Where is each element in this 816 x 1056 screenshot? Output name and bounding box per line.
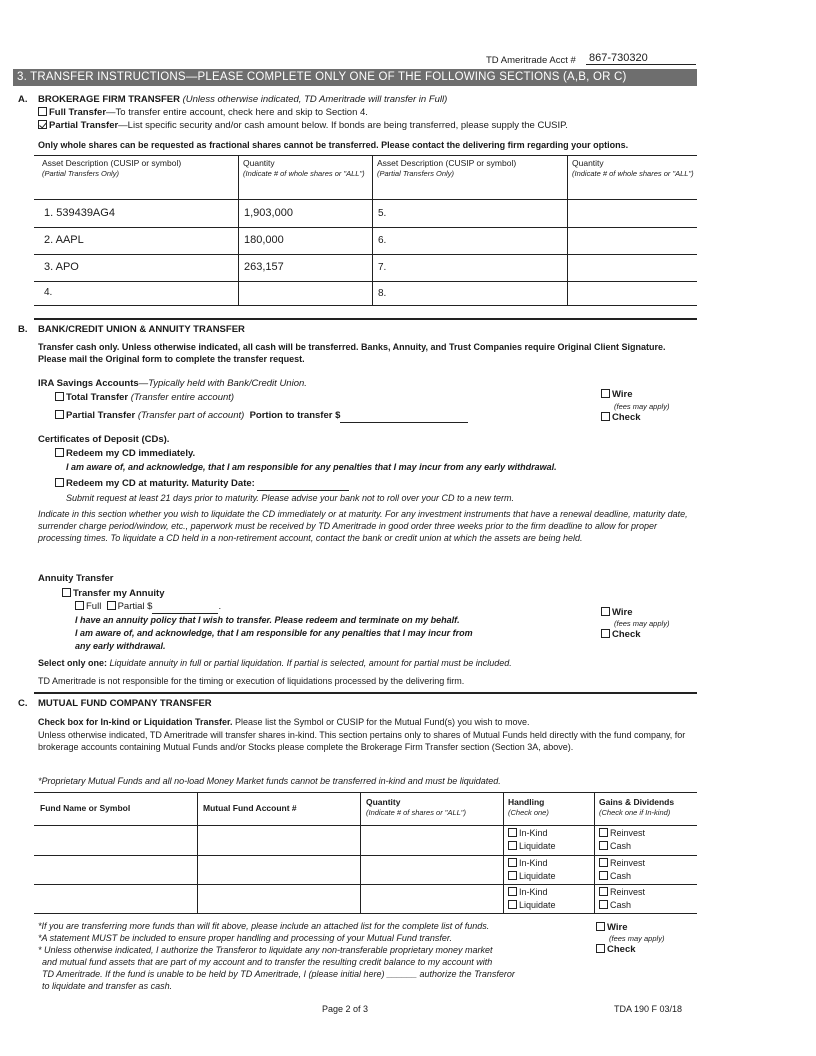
mf-foot-4: and mutual fund assets that are part of my account and to transfer the resulting credit balance to my account with bbox=[42, 957, 493, 967]
row2-liquidate[interactable]: Liquidate bbox=[508, 870, 556, 882]
cd-indicate-note: Indicate in this section whether you wish to liquidate the CD immediately or at maturity. For any investment instruments that have a renewal deadline, maturity date, surrender charge period/window, etc., paperwork must be received by TD Ameritrade in good order three weeks prior to the firm deadline to allow for proper processing times. To liquidate a CD held in a non-retirement account, contact the bank or credit union at which the assets are being held. bbox=[38, 509, 688, 543]
col-qty-right: Quantity (Indicate # of whole shares or "ALL") bbox=[572, 158, 694, 178]
row3-cash-checkbox[interactable] bbox=[599, 900, 608, 909]
mf-wire-option[interactable]: Wire bbox=[596, 922, 628, 934]
row1-liquidate[interactable]: Liquidate bbox=[508, 840, 556, 852]
row2-reinvest[interactable]: Reinvest bbox=[599, 857, 645, 869]
annuity-wire-checkbox[interactable] bbox=[601, 607, 610, 616]
row3-inkind-checkbox[interactable] bbox=[508, 887, 517, 896]
annuity-wire-option[interactable]: Wire bbox=[601, 607, 633, 619]
section-banner: 3. TRANSFER INSTRUCTIONS—PLEASE COMPLETE ONLY ONE OF THE FOLLOWING SECTIONS (A,B, OR C) bbox=[13, 69, 697, 86]
asset-row-2[interactable]: 2. AAPL bbox=[44, 234, 84, 246]
redeem-maturity-option[interactable]: Redeem my CD at maturity. Maturity Date: bbox=[55, 478, 349, 491]
row2-liquidate-checkbox[interactable] bbox=[508, 871, 517, 880]
qty-row-2[interactable]: 180,000 bbox=[244, 234, 284, 246]
ira-wire-checkbox[interactable] bbox=[601, 389, 610, 398]
full-transfer-checkbox[interactable] bbox=[38, 107, 47, 116]
row2-cash[interactable]: Cash bbox=[599, 870, 631, 882]
row1-liquidate-checkbox[interactable] bbox=[508, 841, 517, 850]
mf-check-checkbox[interactable] bbox=[596, 944, 605, 953]
mf-fees-note: (fees may apply) bbox=[609, 934, 665, 943]
asset-row-8[interactable]: 8. bbox=[378, 288, 387, 299]
cd-aware-note: I am aware of, and acknowledge, that I am responsible for any penalties that I may incur from any early withdrawal. bbox=[66, 462, 557, 472]
asset-row-5[interactable]: 5. bbox=[378, 208, 387, 219]
annuity-have-note: I have an annuity policy that I wish to transfer. Please redeem and terminate on my behalf. bbox=[75, 615, 460, 625]
maturity-date-input[interactable] bbox=[257, 478, 349, 491]
redeem-now-option[interactable]: Redeem my CD immediately. bbox=[55, 448, 195, 460]
annuity-label: Annuity Transfer bbox=[38, 573, 114, 584]
ira-check-option[interactable]: Check bbox=[601, 412, 641, 424]
asset-row-3[interactable]: 3. APO bbox=[44, 261, 79, 273]
col-gains: Gains & Dividends (Check one if In-kind) bbox=[599, 797, 675, 817]
mf-foot-3: * Unless otherwise indicated, I authorize the Transferor to liquidate any non-transferable proprietary money market bbox=[38, 945, 493, 955]
section-b-title: BANK/CREDIT UNION & ANNUITY TRANSFER bbox=[38, 324, 245, 335]
redeem-maturity-checkbox[interactable] bbox=[55, 478, 64, 487]
row2-inkind-checkbox[interactable] bbox=[508, 858, 517, 867]
mf-wire-checkbox[interactable] bbox=[596, 922, 605, 931]
section-a-title: BROKERAGE FIRM TRANSFER (Unless otherwise indicated, TD Ameritrade will transfer in Full) bbox=[38, 94, 448, 105]
row2-inkind[interactable]: In-Kind bbox=[508, 857, 548, 869]
section-c-title: MUTUAL FUND COMPANY TRANSFER bbox=[38, 698, 212, 709]
col-fund-name: Fund Name or Symbol bbox=[40, 803, 131, 813]
annuity-fees-note: (fees may apply) bbox=[614, 619, 670, 628]
proprietary-note: *Proprietary Mutual Funds and all no-load Money Market funds cannot be transferred in-kind and must be liquidated. bbox=[38, 776, 501, 786]
asset-row-7[interactable]: 7. bbox=[378, 262, 387, 273]
annuity-transfer-checkbox[interactable] bbox=[62, 588, 71, 597]
row3-reinvest-checkbox[interactable] bbox=[599, 887, 608, 896]
row1-cash-checkbox[interactable] bbox=[599, 841, 608, 850]
ira-wire-option[interactable]: Wire bbox=[601, 389, 633, 401]
ira-fees-note: (fees may apply) bbox=[614, 402, 670, 411]
row1-inkind-checkbox[interactable] bbox=[508, 828, 517, 837]
account-number-value[interactable]: 867-730320 bbox=[586, 52, 696, 65]
annuity-check-checkbox[interactable] bbox=[601, 629, 610, 638]
section-c-letter: C. bbox=[18, 698, 28, 709]
qty-row-1[interactable]: 1,903,000 bbox=[244, 207, 293, 219]
col-asset-right: Asset Description (CUSIP or symbol) (Partial Transfers Only) bbox=[377, 158, 517, 178]
ira-savings-label: IRA Savings Accounts—Typically held with Bank/Credit Union. bbox=[38, 378, 307, 389]
partial-ira-option[interactable]: Partial Transfer (Transfer part of account) Portion to transfer $ bbox=[55, 410, 468, 423]
portion-input[interactable] bbox=[340, 410, 468, 423]
row1-reinvest[interactable]: Reinvest bbox=[599, 827, 645, 839]
qty-row-3[interactable]: 263,157 bbox=[244, 261, 284, 273]
whole-shares-note: Only whole shares can be requested as fractional shares cannot be transferred. Please contact the delivering firm regarding your options. bbox=[38, 140, 629, 150]
asset-row-4[interactable]: 4. bbox=[44, 287, 53, 298]
row1-reinvest-checkbox[interactable] bbox=[599, 828, 608, 837]
row1-cash[interactable]: Cash bbox=[599, 840, 631, 852]
section-b-intro: Transfer cash only. Unless otherwise indicated, all cash will be transferred. Banks, Annuity, and Trust Companies require Original Client Signature. Please mail the Original form to complete the transfer request. bbox=[38, 342, 666, 364]
partial-transfer-option[interactable]: Partial Transfer—List specific security and/or cash amount below. If bonds are being transferred, please supply the CUSIP. bbox=[38, 120, 568, 132]
annuity-amount-options[interactable]: Full Partial $ . bbox=[75, 601, 221, 614]
form-code: TDA 190 F 03/18 bbox=[614, 1004, 683, 1014]
annuity-transfer-option[interactable]: Transfer my Annuity bbox=[62, 588, 165, 600]
section-a-letter: A. bbox=[18, 94, 28, 105]
mf-foot-1: *If you are transferring more funds than will fit above, please include an attached list for the complete list of funds. bbox=[38, 921, 490, 931]
row3-reinvest[interactable]: Reinvest bbox=[599, 886, 645, 898]
annuity-aware-note-2: any early withdrawal. bbox=[75, 641, 166, 651]
total-transfer-checkbox[interactable] bbox=[55, 392, 64, 401]
section-c-unless-note: Unless otherwise indicated, TD Ameritrade will transfer shares in-kind. This section pertains only to shares of Mutual Funds held directly with the fund company, for brokerage accounts containing Mutual Funds and/or Stocks please complete the Brokerage Firm Transfer section (Section 3A, above). bbox=[38, 730, 686, 752]
col-mf-account: Mutual Fund Account # bbox=[203, 803, 297, 813]
annuity-partial-input[interactable] bbox=[152, 601, 218, 614]
section-b-letter: B. bbox=[18, 324, 28, 335]
mf-foot-6: to liquidate and transfer as cash. bbox=[42, 981, 173, 991]
full-transfer-option[interactable]: Full Transfer—To transfer entire account, check here and skip to Section 4. bbox=[38, 107, 368, 119]
row3-cash[interactable]: Cash bbox=[599, 899, 631, 911]
annuity-aware-note: I am aware of, and acknowledge, that I am responsible for any penalties that I may incur from bbox=[75, 628, 473, 638]
row3-inkind[interactable]: In-Kind bbox=[508, 886, 548, 898]
col-mf-qty: Quantity (Indicate # of shares or "ALL") bbox=[366, 797, 466, 817]
annuity-partial-checkbox[interactable] bbox=[107, 601, 116, 610]
page-number: Page 2 of 3 bbox=[322, 1004, 369, 1014]
ira-check-checkbox[interactable] bbox=[601, 412, 610, 421]
annuity-check-option[interactable]: Check bbox=[601, 629, 641, 641]
partial-ira-checkbox[interactable] bbox=[55, 410, 64, 419]
mf-check-option[interactable]: Check bbox=[596, 944, 636, 956]
annuity-full-checkbox[interactable] bbox=[75, 601, 84, 610]
partial-transfer-checkbox[interactable] bbox=[38, 120, 47, 129]
row3-liquidate[interactable]: Liquidate bbox=[508, 899, 556, 911]
redeem-now-checkbox[interactable] bbox=[55, 448, 64, 457]
cd-label: Certificates of Deposit (CDs). bbox=[38, 434, 170, 445]
row2-cash-checkbox[interactable] bbox=[599, 871, 608, 880]
row1-inkind[interactable]: In-Kind bbox=[508, 827, 548, 839]
mf-foot-2: *A statement MUST be included to ensure proper handling and processing of your Mutual Fund transfer. bbox=[38, 933, 453, 943]
select-one-note: Select only one: Liquidate annuity in full or partial liquidation. If partial is selected, amount for partial must be included. bbox=[38, 658, 512, 668]
row2-reinvest-checkbox[interactable] bbox=[599, 858, 608, 867]
account-number-label: TD Ameritrade Acct # bbox=[486, 55, 576, 66]
asset-row-1[interactable]: 1. 539439AG4 bbox=[44, 207, 115, 219]
mf-foot-5: TD Ameritrade. If the fund is unable to be held by TD Ameritrade, I (please initial here) ______ authorize the Transferor bbox=[42, 969, 515, 979]
section-c-check-note: Check box for In-kind or Liquidation Transfer. Please list the Symbol or CUSIP for the Mutual Fund(s) you wish to move. bbox=[38, 717, 530, 727]
row3-liquidate-checkbox[interactable] bbox=[508, 900, 517, 909]
col-qty-left: Quantity (Indicate # of whole shares or "ALL") bbox=[243, 158, 365, 178]
total-transfer-option[interactable]: Total Transfer (Transfer entire account) bbox=[55, 392, 234, 404]
not-responsible-note: TD Ameritrade is not responsible for the timing or execution of liquidations processed by the delivering firm. bbox=[38, 676, 465, 686]
cd-submit-note: Submit request at least 21 days prior to maturity. Please advise your bank not to roll over your CD to a new term. bbox=[66, 493, 515, 503]
col-handling: Handling (Check one) bbox=[508, 797, 549, 817]
asset-row-6[interactable]: 6. bbox=[378, 235, 387, 246]
col-asset-left: Asset Description (CUSIP or symbol) (Partial Transfers Only) bbox=[42, 158, 182, 178]
